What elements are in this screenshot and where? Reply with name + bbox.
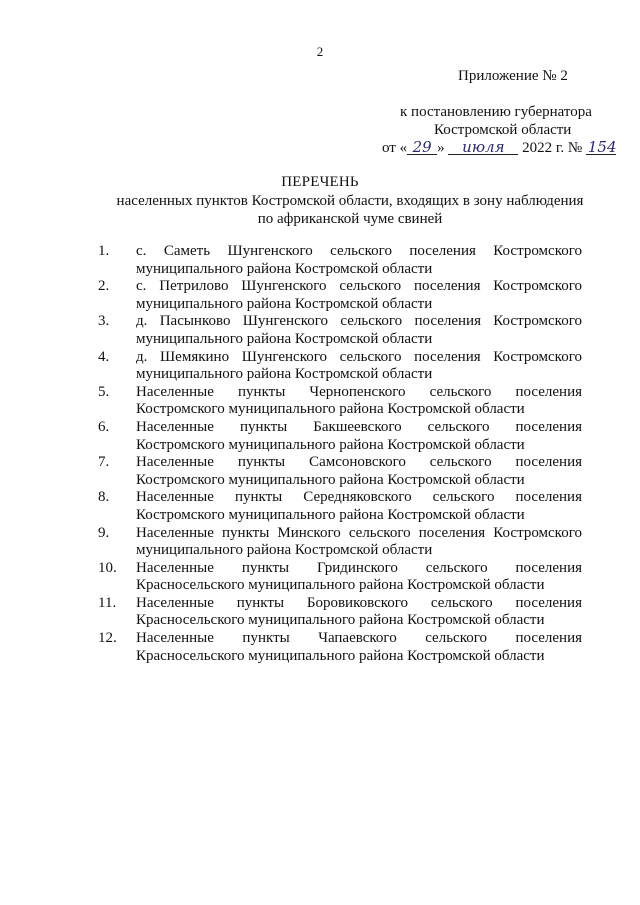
list-item-number: 6. bbox=[98, 418, 110, 435]
document-subtitle: населенных пунктов Костромской области, входящих в зону наблюдения по африканской чуме свиней bbox=[116, 193, 584, 227]
page-number: 2 bbox=[316, 44, 324, 59]
list-item-number: 12. bbox=[98, 630, 117, 647]
appendix-label: Приложение № 2 bbox=[458, 68, 568, 84]
list-item-text: д. Шемякино Шунгенского сельского поселения Костромского муниципального района Костромской области bbox=[136, 348, 582, 383]
list-item-text: Населенные пункты Минского сельского поселения Костромского муниципального района Костромской области bbox=[136, 524, 582, 559]
list-item-text: Населенные пункты Чапаевского сельского поселения Красносельского муниципального района Костромской области bbox=[136, 630, 582, 664]
list-item bbox=[98, 525, 582, 560]
handwritten-month: июля bbox=[448, 140, 518, 155]
list-item-text: с. Петрилово Шунгенского сельского поселения Костромского муниципального района Костромской области bbox=[136, 278, 582, 312]
list-item bbox=[98, 243, 582, 278]
list-item-text: Населенные пункты Самсоновского сельского поселения Костромского муниципального района Костромской области bbox=[136, 454, 582, 488]
list-item-number: 2. bbox=[98, 278, 110, 295]
list-item-text: Населенные пункты Боровиковского сельского поселения Красносельского муниципального района Костромской области bbox=[136, 594, 582, 629]
list-item-number: 8. bbox=[98, 489, 110, 506]
list-item-number: 5. bbox=[98, 383, 110, 400]
list-item-number: 9. bbox=[98, 524, 110, 541]
list-item-text: Населенные пункты Бакшеевского сельского поселения Костромского муниципального района Костромской области bbox=[136, 418, 582, 453]
date-mid: » bbox=[437, 140, 445, 156]
document-title: ПЕРЕЧЕНЬ bbox=[281, 174, 359, 190]
list-item bbox=[98, 349, 582, 384]
list-item-number: 11. bbox=[98, 594, 117, 611]
date-year: 2022 г. № bbox=[522, 140, 583, 156]
list-item bbox=[98, 419, 582, 454]
list-item bbox=[98, 560, 582, 595]
list-item-text: Населенные пункты Середняковского сельского поселения Костромского муниципального района Костромской области bbox=[136, 489, 582, 523]
list-item bbox=[98, 595, 582, 630]
list-item-text: Населенные пункты Гридинского сельского поселения Красносельского муниципального района Костромской области bbox=[136, 559, 582, 594]
list-item bbox=[98, 454, 582, 489]
list-item bbox=[98, 278, 582, 313]
list-item bbox=[98, 384, 582, 419]
handwritten-number: 154 bbox=[587, 138, 617, 156]
list-item bbox=[98, 489, 582, 524]
decree-line-2: Костромской области bbox=[434, 122, 572, 138]
list-item-text: Населенные пункты Чернопенского сельского поселения Костромского муниципального района Костромской области bbox=[136, 383, 582, 418]
list-item-text: с. Саметь Шунгенского сельского поселения Костромского муниципального района Костромской области bbox=[136, 243, 582, 277]
list-item-number: 3. bbox=[98, 313, 110, 330]
list-item bbox=[98, 313, 582, 348]
decree-line-1: к постановлению губернатора bbox=[400, 104, 592, 120]
decree-date-line bbox=[382, 140, 616, 157]
handwritten-day: 29 bbox=[407, 140, 437, 155]
date-prefix: от « bbox=[382, 140, 408, 156]
list-item bbox=[98, 630, 582, 665]
list-item-number: 4. bbox=[98, 348, 110, 365]
list-item-number: 1. bbox=[98, 243, 110, 259]
list-item-text: д. Пасынково Шунгенского сельского поселения Костромского муниципального района Костромской области bbox=[136, 313, 582, 347]
list-item-number: 10. bbox=[98, 559, 117, 576]
list-item-number: 7. bbox=[98, 454, 110, 471]
settlement-list bbox=[98, 243, 582, 665]
